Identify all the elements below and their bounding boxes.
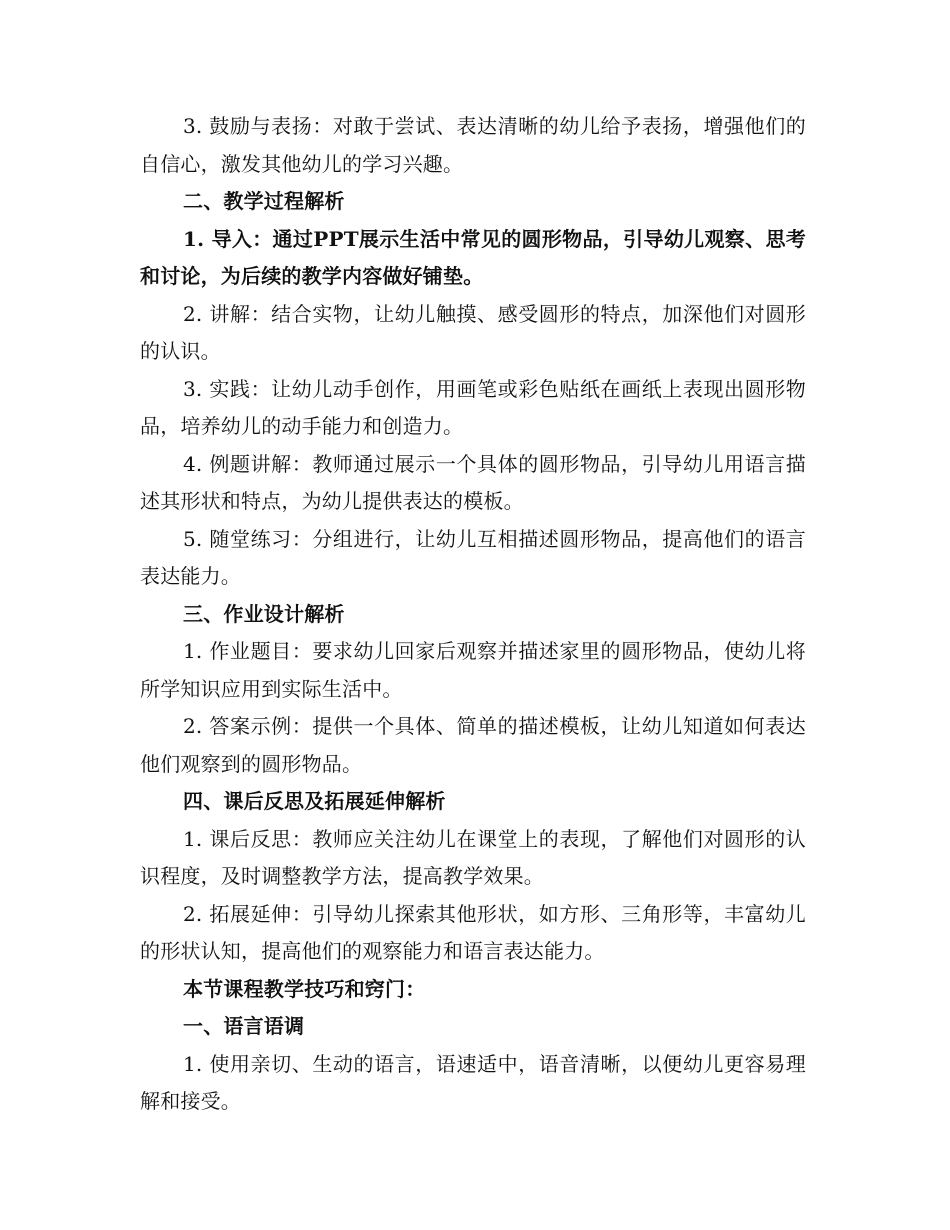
section-heading-teaching-process: 二、教学过程解析 (183, 189, 345, 213)
paragraph-answer-example: 2. 答案示例：提供一个具体、简单的描述模板，让幼儿知道如何表达他们观察到的圆形物品。 (140, 714, 806, 776)
paragraph-explanation: 2. 讲解：结合实物，让幼儿触摸、感受圆形的特点，加深他们对圆形的认识。 (140, 301, 806, 363)
paragraph-example: 4. 例题讲解：教师通过展示一个具体的圆形物品，引导幼儿用语言描述其形状和特点，为幼儿提供表达的模板。 (140, 451, 806, 513)
paragraph-extension: 2. 拓展延伸：引导幼儿探索其他形状，如方形、三角形等，丰富幼儿的形状认知，提高他们的观察能力和语言表达能力。 (140, 901, 806, 963)
paragraph-encourage-praise: 3. 鼓励与表扬：对敢于尝试、表达清晰的幼儿给予表扬，增强他们的自信心，激发其他幼儿的学习兴趣。 (140, 114, 806, 176)
paragraph-class-exercise: 5. 随堂练习：分组进行，让幼儿互相描述圆形物品，提高他们的语言表达能力。 (140, 526, 806, 588)
paragraph-introduction: 1. 导入：通过PPT展示生活中常见的圆形物品，引导幼儿观察、思考和讨论，为后续的教学内容做好铺垫。 (140, 226, 806, 288)
paragraph-reflection: 1. 课后反思：教师应关注幼儿在课堂上的表现，了解他们对圆形的认识程度，及时调整教学方法，提高教学效果。 (140, 826, 806, 888)
document-body (140, 108, 806, 1121)
section-heading-language-tone: 一、语言语调 (183, 1014, 305, 1038)
paragraph-homework-topic: 1. 作业题目：要求幼儿回家后观察并描述家里的圆形物品，使幼儿将所学知识应用到实际生活中。 (140, 639, 806, 701)
paragraph-practice: 3. 实践：让幼儿动手创作，用画笔或彩色贴纸在画纸上表现出圆形物品，培养幼儿的动手能力和创造力。 (140, 376, 806, 438)
section-heading-teaching-tips: 本节课程教学技巧和窍门： (183, 976, 426, 1001)
paragraph-language-usage: 1. 使用亲切、生动的语言，语速适中，语音清晰，以便幼儿更容易理解和接受。 (140, 1051, 806, 1113)
section-heading-reflection-extension: 四、课后反思及拓展延伸解析 (183, 789, 446, 813)
section-heading-homework-design: 三、作业设计解析 (183, 601, 345, 626)
